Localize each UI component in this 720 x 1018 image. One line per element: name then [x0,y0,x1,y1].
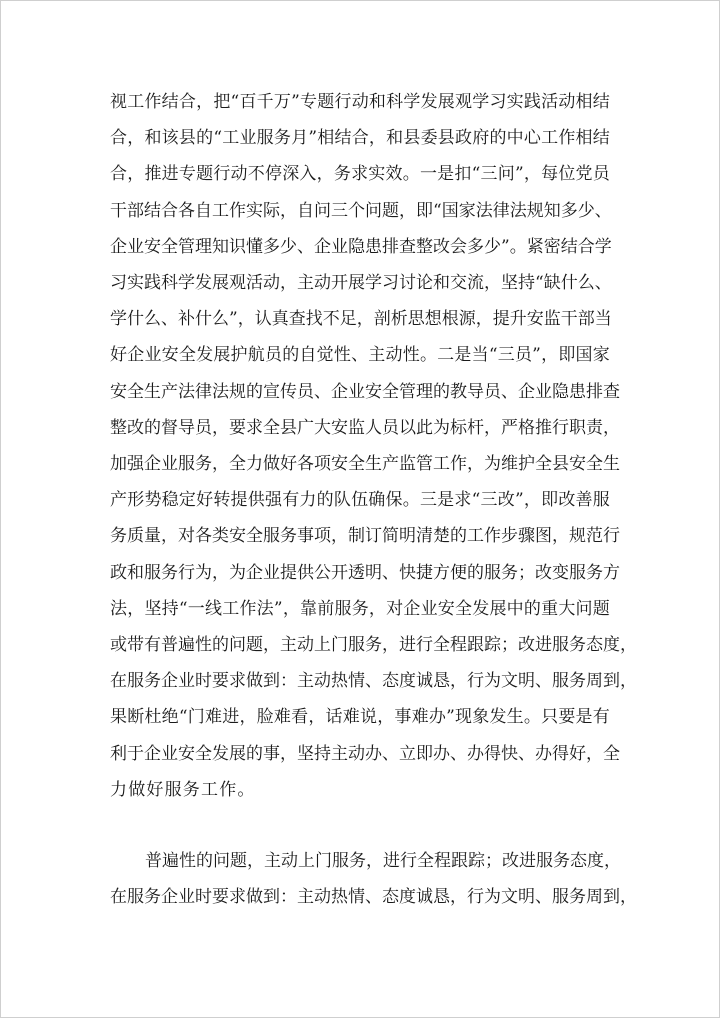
text-line: 产 形 势 稳 定 好 转 提 供 强 有 力 的 队 伍 确 保 。 三 是 求 “ 三 改 ” ， 即 改 善 服 [110,490,610,511]
text-line: 企 业 安 全 管 理 知 识 懂 多 少 、 企 业 隐 患 排 查 整 改 会 多 少 ” 。 紧 密 结 合 学 [110,236,612,257]
text-line: 加 强 企 业 服 务 ， 全 力 做 好 各 项 安 全 生 产 监 管 工 作 ， 为 维 护 全 县 安 全 生 [110,454,620,474]
text-line: 果 断 杜 绝 “ 门 难 进 ， 脸 难 看 ， 话 难 说 ， 事 难 办 ” 现 象 发 生 。 只 要 是 有 [110,707,610,728]
text-line: 力做好服务工作。 [110,779,256,800]
text-line: 合 ， 和 该 县 的 “ 工 业 服 务 月 ” 相 结 合 ， 和 县 委 县 政 府 的 中 心 工 作 相 结 [110,128,610,149]
text-line: 在 服 务 企 业 时 要 求 做 到 ： 主 动 热 情 、 态 度 诚 恳 ， 行 为 文 明 、 服 务 周 到 ， [110,671,637,692]
text-line: 安 全 生 产 法 律 法 规 的 宣 传 员 、 企 业 安 全 管 理 的 教 导 员 、 企 业 隐 患 排 查 [110,381,620,402]
text-line: 在 服 务 企 业 时 要 求 做 到 ： 主 动 热 情 、 态 度 诚 恳 ， 行 为 文 明 、 服 务 周 到 ， [110,887,637,908]
text-line: 法 ， 坚 持 “ 一 线 工 作 法 ” ， 靠 前 服 务 ， 对 企 业 安 全 发 展 中 的 重 大 问 题 [110,598,610,619]
text-line: 学 什 么 、 补 什 么 ” ， 认 真 查 找 不 足 ， 剖 析 思 想 根 源 ， 提 升 安 监 干 部 当 [110,309,612,330]
text-line: 利 于 企 业 安 全 发 展 的 事 ， 坚 持 主 动 办 、 立 即 办 、 办 得 快 、 办 得 好 ， 全 [110,743,620,764]
text-line: 政 和 服 务 行 为 ， 为 企 业 提 供 公 开 透 明 、 快 捷 方 便 的 服 务 ； 改 变 服 务 方 [110,562,620,583]
text-line: 普 遍 性 的 问 题 ， 主 动 上 门 服 务 ， 进 行 全 程 跟 踪 ； 改 进 服 务 态 度 ， [145,851,621,871]
text-line: 好 企 业 安 全 发 展 护 航 员 的 自 觉 性 、 主 动 性 。 二 是 当 “ 三 员 ” ， 即 国 家 [110,345,610,366]
text-line: 务 质 量 ， 对 各 类 安 全 服 务 事 项 ， 制 订 简 明 清 楚 的 工 作 步 骤 图 ， 规 范 行 [110,526,620,547]
text-line: 合 ， 推 进 专 题 行 动 不 停 深 入 ， 务 求 实 效 。 一 是 扣 “ 三 问 ” ， 每 位 党 员 [110,164,610,185]
text-line: 视 工 作 结 合 ， 把 “ 百 千 万 ” 专 题 行 动 和 科 学 发 展 观 学 习 实 践 活 动 相 结 [110,92,610,112]
text-line: 干 部 结 合 各 自 工 作 实 际 ， 自 问 三 个 问 题 ， 即 “ 国 家 法 律 法 规 知 多 少 、 [110,200,612,221]
text-line: 习 实 践 科 学 发 展 观 活 动 ， 主 动 开 展 学 习 讨 论 和 交 流 ， 坚 持 “ 缺 什 么 、 [110,273,612,293]
text-line: 或 带 有 普 遍 性 的 问 题 ， 主 动 上 门 服 务 ， 进 行 全 程 跟 踪 ； 改 进 服 务 态 度 ， [110,635,637,655]
text-line: 整 改 的 督 导 员 ， 要 求 全 县 广 大 安 监 人 员 以 此 为 标 杆 ， 严 格 推 行 职 责 ， [110,417,620,438]
